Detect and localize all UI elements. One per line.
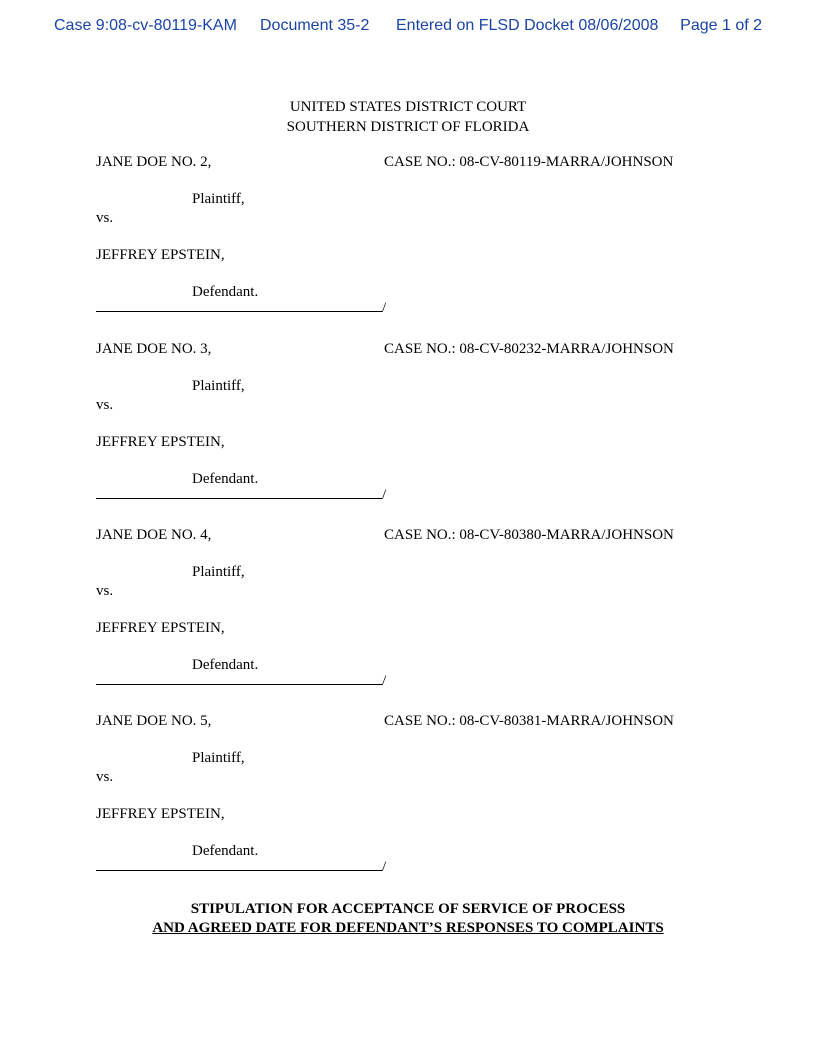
caption-rule bbox=[96, 311, 382, 312]
plaintiff-name: JANE DOE NO. 2, bbox=[96, 154, 212, 170]
versus-label: vs. bbox=[96, 583, 114, 599]
versus-label: vs. bbox=[96, 769, 114, 785]
plaintiff-name: JANE DOE NO. 5, bbox=[96, 713, 212, 729]
plaintiff-name: JANE DOE NO. 4, bbox=[96, 527, 212, 543]
docket-case-number: Case 9:08-cv-80119-KAM bbox=[54, 17, 237, 34]
document-title-line-1: STIPULATION FOR ACCEPTANCE OF SERVICE OF PROCESS bbox=[190, 901, 626, 917]
docket-document-number: Document 35-2 bbox=[260, 17, 370, 34]
versus-label: vs. bbox=[96, 397, 114, 413]
docket-header bbox=[54, 17, 762, 39]
case-number: CASE NO.: 08-CV-80380-MARRA/JOHNSON bbox=[384, 527, 674, 543]
caption-slash: / bbox=[382, 300, 387, 316]
docket-page-number: Page 1 of 2 bbox=[680, 17, 762, 34]
court-district: SOUTHERN DISTRICT OF FLORIDA bbox=[286, 119, 530, 135]
plaintiff-name: JANE DOE NO. 3, bbox=[96, 341, 212, 357]
caption-divider bbox=[96, 858, 386, 878]
caption-rule bbox=[96, 498, 382, 499]
court-name: UNITED STATES DISTRICT COURT bbox=[289, 99, 527, 115]
case-caption bbox=[96, 153, 736, 323]
document-title-line-2: AND AGREED DATE FOR DEFENDANT’S RESPONSES TO COMPLAINTS bbox=[152, 920, 664, 936]
case-number: CASE NO.: 08-CV-80119-MARRA/JOHNSON bbox=[384, 154, 674, 170]
case-number: CASE NO.: 08-CV-80381-MARRA/JOHNSON bbox=[384, 713, 674, 729]
defendant-role: Defendant. bbox=[192, 284, 259, 300]
case-number: CASE NO.: 08-CV-80232-MARRA/JOHNSON bbox=[384, 341, 674, 357]
document-title bbox=[0, 900, 816, 938]
docket-entered-date: Entered on FLSD Docket 08/06/2008 bbox=[396, 17, 659, 34]
caption-divider bbox=[96, 486, 386, 506]
plaintiff-role: Plaintiff, bbox=[192, 191, 245, 207]
case-caption bbox=[96, 526, 736, 696]
caption-divider bbox=[96, 299, 386, 319]
defendant-role: Defendant. bbox=[192, 657, 259, 673]
defendant-name: JEFFREY EPSTEIN, bbox=[96, 806, 225, 822]
caption-slash: / bbox=[382, 487, 387, 503]
caption-rule bbox=[96, 684, 382, 685]
defendant-role: Defendant. bbox=[192, 471, 259, 487]
case-caption bbox=[96, 340, 736, 510]
caption-slash: / bbox=[382, 859, 387, 875]
court-heading bbox=[0, 97, 816, 137]
caption-slash: / bbox=[382, 673, 387, 689]
defendant-name: JEFFREY EPSTEIN, bbox=[96, 434, 225, 450]
case-caption bbox=[96, 712, 736, 882]
versus-label: vs. bbox=[96, 210, 114, 226]
plaintiff-role: Plaintiff, bbox=[192, 378, 245, 394]
defendant-name: JEFFREY EPSTEIN, bbox=[96, 247, 225, 263]
defendant-role: Defendant. bbox=[192, 843, 259, 859]
plaintiff-role: Plaintiff, bbox=[192, 564, 245, 580]
caption-divider bbox=[96, 672, 386, 692]
defendant-name: JEFFREY EPSTEIN, bbox=[96, 620, 225, 636]
plaintiff-role: Plaintiff, bbox=[192, 750, 245, 766]
caption-rule bbox=[96, 870, 382, 871]
